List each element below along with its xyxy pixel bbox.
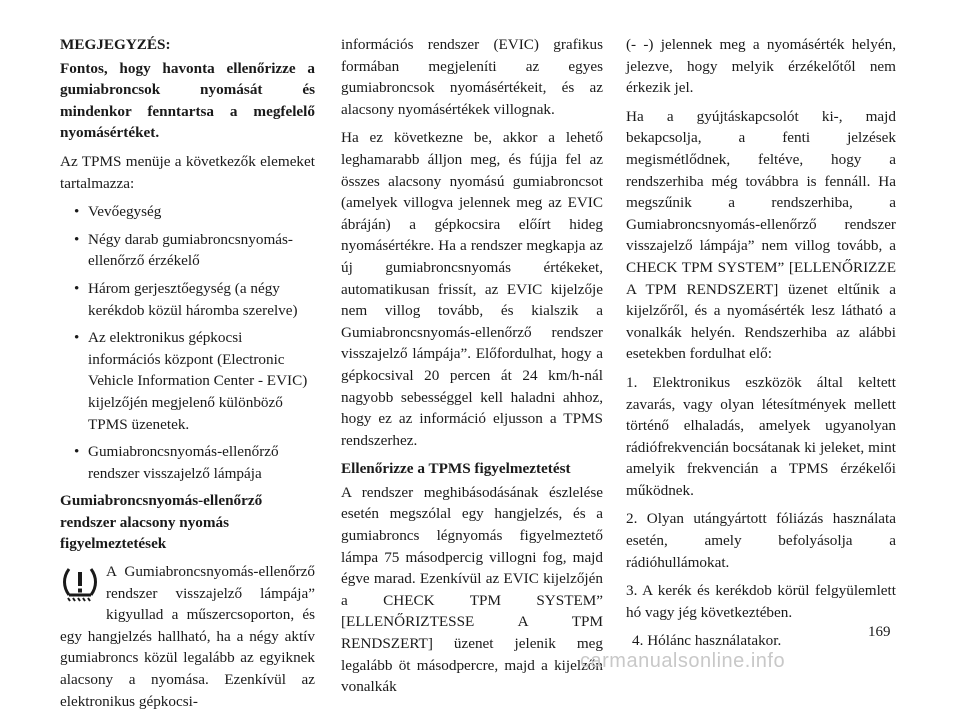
paragraph: Ha a gyújtáskapcsolót ki-, majd bekapcsolja, a fenti jelzések megismétlődnek, feltéve, hogy a rendszerhiba még továbbra is fennáll. Ha megszűnik a rendszerhiba, a Gumiabroncsnyomás-ellenőrző rendszer visszajelző lámpája” nem villog tovább, a CHECK TPM SYSTEM” [ELLENŐRIZZE A TPM RENDSZERT] üzenet eltűnik a kijelzőről, és a nyomásérték lesz látható a vonalkák helyén. Rendszerhiba az alábbi esetekben fordulhat elő:: [626, 107, 896, 363]
column-2: [341, 34, 603, 705]
list-item: • Vevőegység: [74, 203, 162, 221]
paragraph: A rendszer meghibásodásának észlelése esetén megszólal egy hangjelzés, és a gumiabroncs légnyomás figyelmeztető lámpa 75 másodpercig villogni fog, majd égve marad. Ezenkívül az EVIC kijelzőjén a CHECK TPM SYSTEM” [ELLENŐRIZTESSE A TPM RENDSZERT] üzenet jelenik meg legalább öt másodpercre, majd a kijelzőn vonalkák: [341, 483, 603, 696]
numbered-item: 4. Hólánc használatakor.: [632, 632, 782, 650]
list-item: • Négy darab gumiabroncsnyomás-ellenőrző érzékelő: [74, 230, 293, 270]
numbered-item: 3. A kerék és kerékdob körül felgyülemlett hó vagy jég következtében.: [626, 582, 896, 621]
note-body: Fontos, hogy havonta ellenőrizze a gumiabroncsok nyomását és mindenkor fenntartsa a megfelelő nyomásértéket.: [60, 59, 315, 142]
list-item: • Gumiabroncsnyomás-ellenőrző rendszer visszajelző lámpája: [74, 443, 279, 482]
list-item: • Három gerjesztőegység (a négy kerékdob közül háromba szerelve): [74, 279, 298, 319]
warning-paragraph: A Gumiabroncsnyomás-ellenőrző rendszer visszajelző lámpája” kigyullad a műszercsoporton, és egy hangjelzés hallható, ha a négy aktív gumiabroncs közül legalább az egyiknek alacsony a nyomása. Ezenkívül az elektronikus gépkocsi-: [60, 563, 315, 710]
paragraph: információs rendszer (EVIC) grafikus formában megjeleníti az egyes gumiabroncsok nyomásértékeit, és az alacsony nyomásértékek villognak.: [341, 36, 603, 118]
numbered-item: 2. Olyan utángyártott fóliázás használata esetén, amely befolyásolja a rádióhullámokat.: [626, 510, 896, 571]
note-title: MEGJEGYZÉS:: [60, 36, 171, 53]
watermark: carmanualsonline.info: [580, 650, 786, 672]
section-heading: Gumiabroncsnyomás-ellenőrző rendszer alacsony nyomás figyelmeztetések: [60, 492, 263, 553]
paragraph: (- -) jelennek meg a nyomásérték helyén, jelezve, hogy melyik érzékelőtől nem érkezik jel.: [626, 36, 896, 97]
column-1: [60, 34, 315, 719]
menu-intro: Az TPMS menüje a következők elemeket tartalmazza:: [60, 152, 315, 192]
component-list: [60, 201, 315, 484]
page-number: 169: [868, 624, 891, 640]
column-3: [626, 34, 896, 659]
list-item: • Az elektronikus gépkocsi információs központ (Electronic Vehicle Information Center - EVIC) kijelzőjén megjelenő különböző TPMS üzenetek.: [74, 329, 308, 433]
paragraph: Ha ez következne be, akkor a lehető leghamarabb álljon meg, és fújja fel az összes alacsony nyomású gumiabroncsot (amelyek villogva jelennek meg az EVIC ábráján) a gépkocsira előírt hideg nyomásértékre. Ha a rendszer megkapja az új gumiabroncsnyomás értékeket, automatikusan frissít, az EVIC kijelzője nem villog tovább, és kialszik a Gumiabroncsnyomás-ellenőrző rendszer visszajelző lámpája”. Előfordulhat, hogy a gépkocsival 20 percen át 24 km/h-nál nagyobb sebességgel kell haladni ahhoz, hogy ez az információ eljusson a TPMS rendszerhez.: [341, 129, 603, 449]
tire-pressure-warning-icon: [60, 563, 100, 609]
section-heading: Ellenőrizze a TPMS figyelmeztetést: [341, 460, 571, 478]
numbered-item: 1. Elektronikus eszközök által keltett zavarás, vagy olyan létesítmények mellett történő elhaladás, amelyek ugyanolyan rádiófrekvencián bocsátanak ki jeleket, mint amelyik frekvencián a TPMS érzékelői működnek.: [626, 373, 896, 499]
